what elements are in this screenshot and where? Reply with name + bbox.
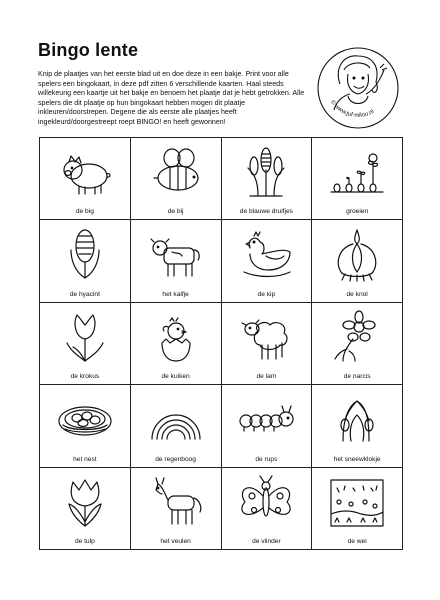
hen-icon <box>236 226 296 282</box>
bingo-card <box>131 385 222 467</box>
bingo-card-label: de vlinder <box>252 538 281 545</box>
hyacinth-icon <box>55 226 115 282</box>
bingo-card-label: het sneewklokje <box>333 455 381 463</box>
caterpillar-icon <box>236 391 296 447</box>
bingo-card <box>131 303 222 385</box>
bingo-card-label: het veulen <box>160 538 191 545</box>
bingo-card-label: de tulp <box>74 538 95 545</box>
bingo-card-label: de krokus <box>70 373 100 381</box>
bingo-card <box>40 303 131 385</box>
foal-icon <box>146 474 206 530</box>
butterfly-icon <box>236 474 296 530</box>
crocus-icon <box>55 309 115 365</box>
bingo-card <box>131 468 222 550</box>
bingo-card <box>131 220 222 302</box>
bingo-card-label: de lam <box>256 373 277 381</box>
bingo-card-label: de regenboog <box>155 455 196 463</box>
bingo-card <box>222 468 313 550</box>
bingo-card <box>312 385 403 467</box>
bingo-card-label: de bij <box>167 208 184 216</box>
sprout-growth-icon <box>327 144 387 200</box>
bingo-card-label: de kuiken <box>161 373 190 381</box>
bingo-card <box>222 220 313 302</box>
bingo-card <box>40 138 131 220</box>
rainbow-icon <box>146 391 206 447</box>
snowdrop-icon <box>327 391 387 447</box>
bingo-card <box>312 138 403 220</box>
bingo-card-label: de narcis <box>343 373 371 381</box>
logo-text: © www.juf-milou.nl <box>329 99 376 119</box>
bingo-card-label: de wei <box>347 538 367 545</box>
bingo-card-label: de rups <box>255 455 278 463</box>
bulb-icon <box>327 226 387 282</box>
grape-hyacinth-icon <box>236 144 296 200</box>
bingo-card-label: de blauwe druifjes <box>239 208 293 216</box>
bingo-card <box>40 385 131 467</box>
bingo-card-label: de kip <box>257 290 276 298</box>
bingo-card-label: het nest <box>73 455 97 463</box>
bingo-card-label: het kalfje <box>162 290 189 298</box>
page-title: Bingo lente <box>38 40 139 60</box>
bingo-card <box>222 138 313 220</box>
bingo-card <box>222 303 313 385</box>
bingo-card-label: groeien <box>346 208 369 216</box>
bingo-card <box>312 468 403 550</box>
bingo-card <box>40 468 131 550</box>
bingo-card <box>312 303 403 385</box>
bingo-card-grid <box>39 137 403 550</box>
lamb-icon <box>236 309 296 365</box>
bingo-card <box>40 220 131 302</box>
meadow-icon <box>327 474 387 530</box>
bingo-card <box>131 138 222 220</box>
bingo-card-label: de hyacint <box>69 290 100 298</box>
daffodil-icon <box>327 309 387 365</box>
bingo-card-label: de big <box>75 208 94 216</box>
juf-milou-logo-icon <box>314 44 402 132</box>
pig-icon <box>55 144 115 200</box>
bingo-card-label: de knol <box>346 290 368 298</box>
tulip-icon <box>55 474 115 530</box>
calf-icon <box>146 226 206 282</box>
chick-icon <box>146 309 206 365</box>
bee-icon <box>146 144 206 200</box>
instructions-text: Knip de plaatjes van het eerste blad uit en doe deze in een bakje. Print voor alle spelers een bingokaart, in deze pdf zitten 6 verschillende kaarten. Haal steeds willekeurig een kaartje uit het bakje en benoem het plaatje dat je hebt getrokken. Alle spelers die dit plaatje op hun bingokaart hebben mogen dit plaatje inkleuren/doorstrepen. Degene die als eerste alle plaatjes heeft ingekleurd/doorgestreept roept BINGO! en heeft gewonnen! <box>38 70 305 126</box>
bingo-card <box>312 220 403 302</box>
bingo-card <box>222 385 313 467</box>
nest-icon <box>55 391 115 447</box>
